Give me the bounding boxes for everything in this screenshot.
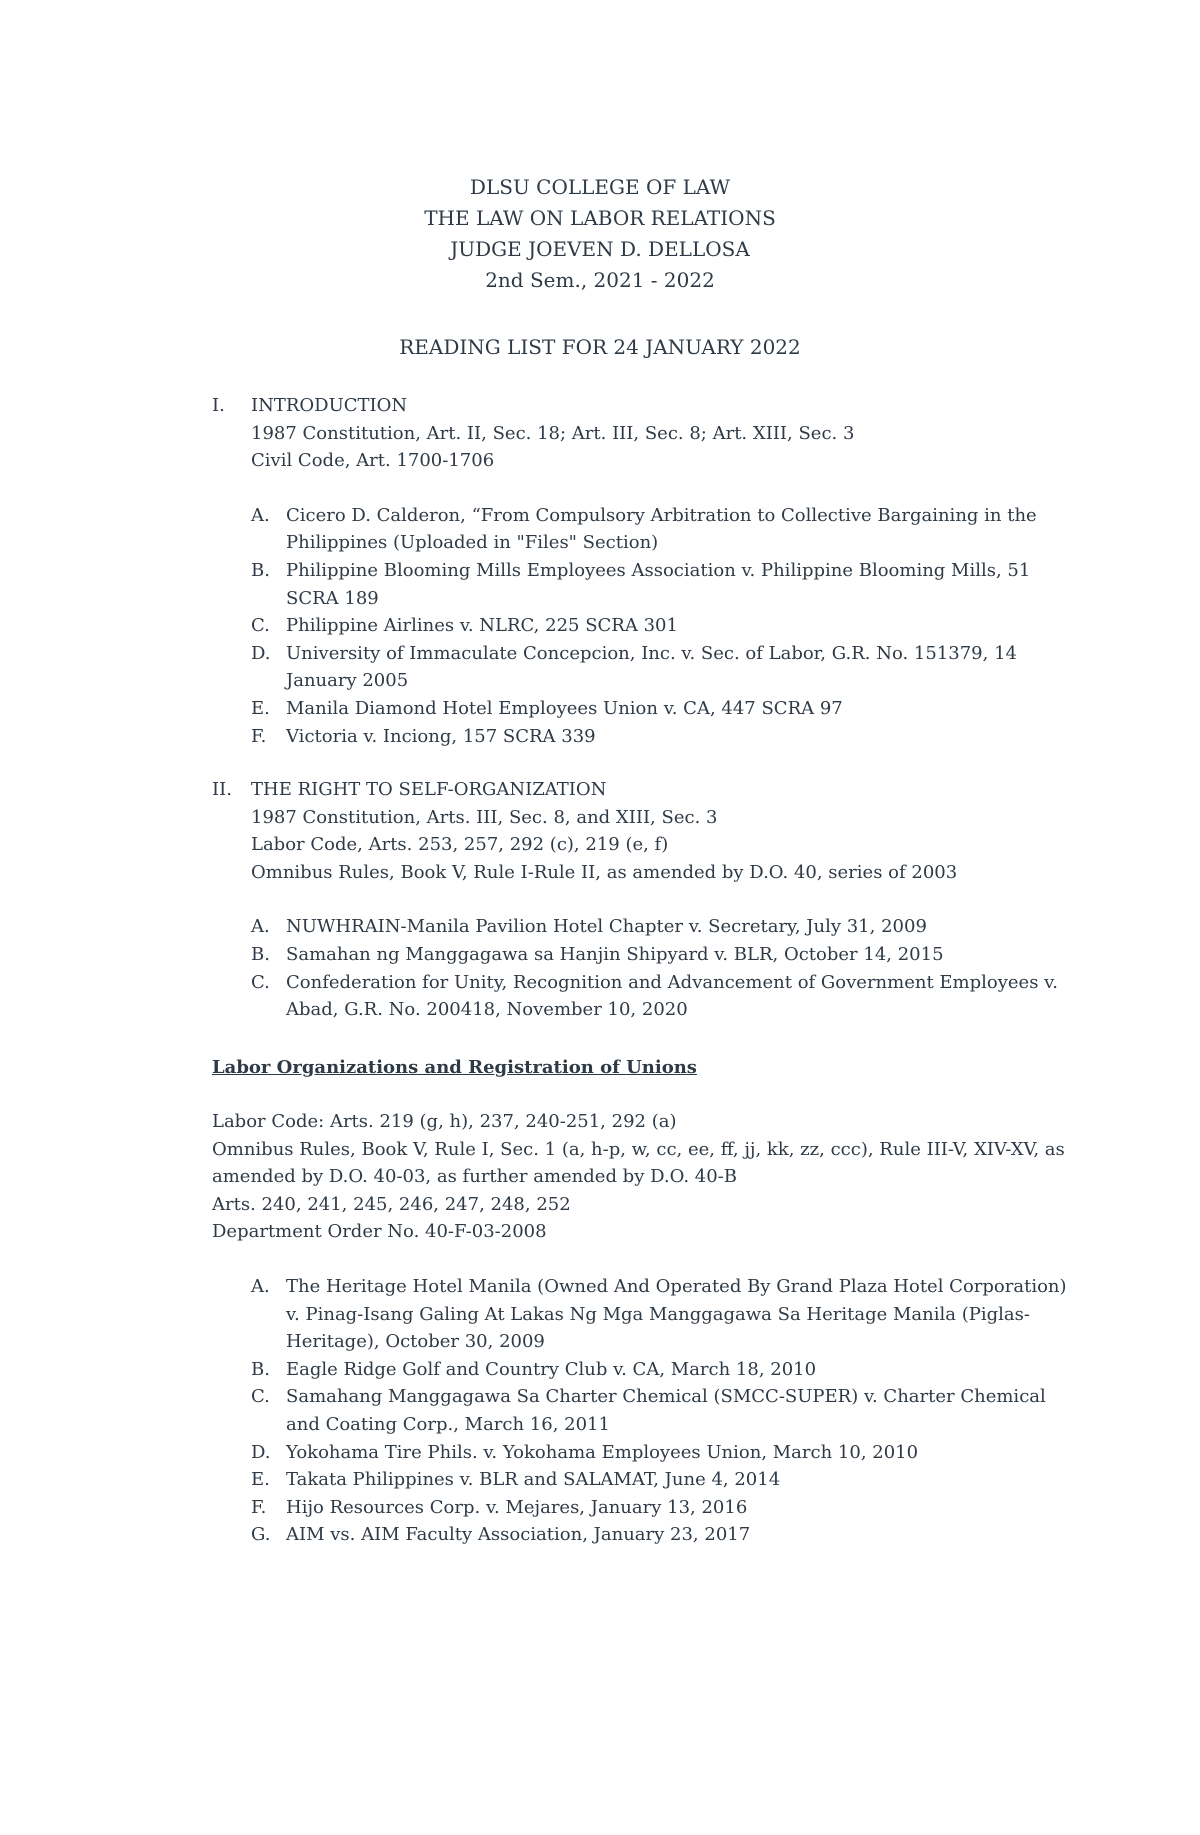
case-letter: C. <box>251 615 270 637</box>
section-reference: Omnibus Rules, Book V, Rule I-Rule II, as amended by D.O. 40, series of 2003 <box>251 861 958 883</box>
reading-list-title: READING LIST FOR 24 JANUARY 2022 <box>399 335 801 359</box>
case-letter: C. <box>251 1386 270 1408</box>
case-text: University of Immaculate Concepcion, Inc. v. Sec. of Labor, G.R. No. 151379, 14 January 2005 <box>286 642 1017 692</box>
case-letter: F. <box>251 725 267 747</box>
case-text: Samahan ng Manggagawa sa Hanjin Shipyard v. BLR, October 14, 2015 <box>286 943 944 965</box>
document-header <box>0 172 1200 296</box>
case-list <box>212 913 1072 1023</box>
case-item <box>212 557 1072 612</box>
header-school: DLSU COLLEGE OF LAW <box>469 175 731 199</box>
case-item <box>212 640 1072 695</box>
case-item <box>212 1383 1072 1438</box>
header-term: 2nd Sem., 2021 - 2022 <box>485 268 715 292</box>
section-title: THE RIGHT TO SELF-ORGANIZATION <box>251 779 607 800</box>
case-letter: F. <box>251 1496 267 1518</box>
case-text: Takata Philippines v. BLR and SALAMAT, June 4, 2014 <box>286 1469 781 1491</box>
case-list <box>212 502 1072 750</box>
case-text: Victoria v. Inciong, 157 SCRA 339 <box>286 725 596 747</box>
case-item <box>212 1273 1072 1356</box>
case-text: Philippine Blooming Mills Employees Association v. Philippine Blooming Mills, 51 SCRA 189 <box>286 559 1031 609</box>
case-list <box>212 1273 1072 1549</box>
labor-reference: Labor Code: Arts. 219 (g, h), 237, 240-251, 292 (a) <box>212 1111 677 1132</box>
case-letter: G. <box>251 1524 271 1546</box>
case-text: AIM vs. AIM Faculty Association, January 23, 2017 <box>286 1524 751 1546</box>
section-self-organization <box>212 776 1072 1024</box>
case-text: Manila Diamond Hotel Employees Union v. CA, 447 SCRA 97 <box>286 697 843 719</box>
case-letter: A. <box>251 504 270 526</box>
section-heading <box>212 392 1072 420</box>
section-number: II. <box>212 779 232 800</box>
case-item <box>212 1356 1072 1384</box>
case-letter: B. <box>251 559 270 581</box>
header-course: THE LAW ON LABOR RELATIONS <box>424 206 776 230</box>
header-instructor: JUDGE JOEVEN D. DELLOSA <box>450 237 750 261</box>
labor-reference: Arts. 240, 241, 245, 246, 247, 248, 252 <box>212 1193 571 1215</box>
section-reference: Labor Code, Arts. 253, 257, 292 (c), 219 (e, f) <box>251 834 669 856</box>
case-letter: A. <box>251 916 270 938</box>
case-text: Samahang Manggagawa Sa Charter Chemical (SMCC-SUPER) v. Charter Chemical and Coating Corp., March 16, 2011 <box>286 1386 1046 1435</box>
case-text: Philippine Airlines v. NLRC, 225 SCRA 301 <box>286 615 678 637</box>
case-letter: E. <box>251 1469 270 1491</box>
case-text: NUWHRAIN-Manila Pavilion Hotel Chapter v. Secretary, July 31, 2009 <box>286 916 927 938</box>
case-item <box>212 612 1072 640</box>
case-letter: A. <box>251 1275 270 1297</box>
section-number: I. <box>212 395 225 416</box>
labor-organizations-heading: Labor Organizations and Registration of Unions <box>212 1057 697 1078</box>
case-item <box>212 1521 1072 1549</box>
case-text: Eagle Ridge Golf and Country Club v. CA, March 18, 2010 <box>286 1358 817 1380</box>
case-item <box>212 502 1072 557</box>
case-item <box>212 1466 1072 1494</box>
case-item <box>212 941 1072 969</box>
case-item <box>212 913 1072 941</box>
section-heading <box>212 776 1072 804</box>
case-letter: D. <box>251 1441 271 1463</box>
section-introduction <box>212 392 1072 750</box>
case-text: Confederation for Unity, Recognition and Advancement of Government Employees v. Abad, G.R. No. 200418, November 10, 2020 <box>286 971 1058 1021</box>
case-letter: C. <box>251 971 270 993</box>
case-letter: B. <box>251 1358 270 1380</box>
section-reference: 1987 Constitution, Arts. III, Sec. 8, and XIII, Sec. 3 <box>251 806 718 828</box>
section-reference: Civil Code, Art. 1700-1706 <box>251 450 495 472</box>
case-item <box>212 695 1072 723</box>
case-item <box>212 969 1072 1024</box>
case-item <box>212 1439 1072 1467</box>
case-text: Cicero D. Calderon, “From Compulsory Arbitration to Collective Bargaining in the Philippines (Uploaded in "Files" Section) <box>286 504 1037 554</box>
labor-organizations-section <box>212 1108 1072 1549</box>
section-reference: 1987 Constitution, Art. II, Sec. 18; Art. III, Sec. 8; Art. XIII, Sec. 3 <box>251 422 855 444</box>
section-title: INTRODUCTION <box>251 395 408 416</box>
labor-reference: Department Order No. 40-F-03-2008 <box>212 1221 547 1243</box>
labor-reference: Omnibus Rules, Book V, Rule I, Sec. 1 (a, h-p, w, cc, ee, ff, jj, kk, zz, ccc), Rule III-V, XIV-XV, as amended by D.O. 40-03, as further amended by D.O. 40-B <box>212 1138 1065 1188</box>
case-letter: D. <box>251 642 271 664</box>
case-text: The Heritage Hotel Manila (Owned And Operated By Grand Plaza Hotel Corporation) v. Pinag-Isang Galing At Lakas Ng Mga Manggagawa Sa Heritage Manila (Piglas-Heritage), October 30, 2009 <box>286 1275 1067 1353</box>
case-item <box>212 723 1072 751</box>
case-item <box>212 1494 1072 1522</box>
case-text: Yokohama Tire Phils. v. Yokohama Employees Union, March 10, 2010 <box>286 1441 919 1463</box>
case-letter: B. <box>251 943 270 965</box>
case-letter: E. <box>251 697 270 719</box>
case-text: Hijo Resources Corp. v. Mejares, January 13, 2016 <box>286 1496 748 1518</box>
